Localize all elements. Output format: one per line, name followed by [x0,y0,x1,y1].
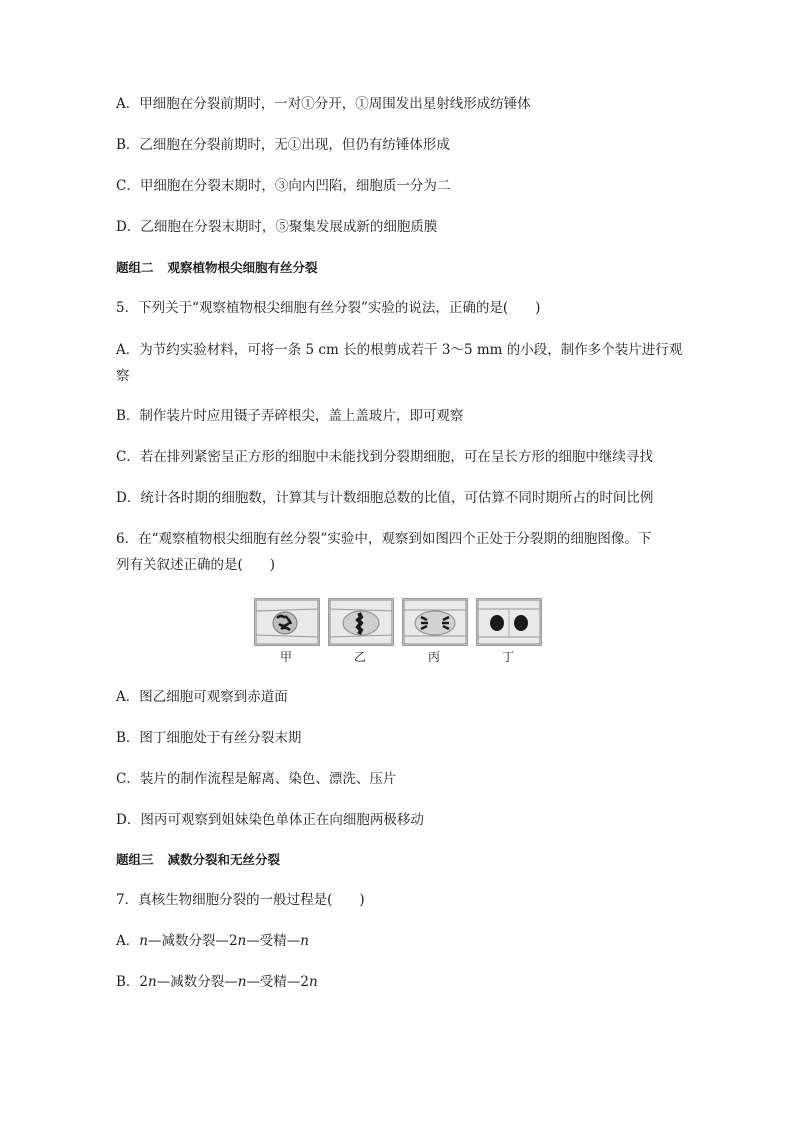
q7-option-b-prefix: B． [116,974,140,990]
q5-option-a: A．为节约实验材料，可将一条 5 cm 长的根剪成若干 3～5 mm 的小段，制作多个装片进行观 [116,342,683,358]
micrograph-jia [254,598,320,646]
group3-heading [116,850,280,870]
q7-option-b-text: —减数分裂— [156,974,238,990]
q4-option-b: B．乙细胞在分裂前期时，无①出现，但仍有纺锤体形成 [116,137,450,153]
group2-title: 观察植物根尖细胞有丝分裂 [167,260,318,275]
micrograph-bing [402,598,468,646]
var-n: n [139,933,148,949]
micrograph-yi [328,598,394,646]
q6-option-a: A．图乙细胞可观察到赤道面 [116,689,288,705]
group2-heading [116,258,318,278]
q7-option-b-text: 2 [139,974,149,990]
var-n: n [237,933,247,949]
micrograph-ding [476,598,542,646]
q7-option-a-prefix: A． [116,933,140,949]
figure-label-yi: 乙 [353,650,366,664]
group3-label: 题组三 [116,852,154,867]
q6-option-c: C．装片的制作流程是解离、染色、漂洗、压片 [116,771,397,787]
group3-title: 减数分裂和无丝分裂 [167,852,281,867]
var-n: n [148,974,157,990]
q7-stem: 7．真核生物细胞分裂的一般过程是( ) [116,892,365,908]
var-n: n [309,974,318,990]
q4-option-d: D．乙细胞在分裂末期时，⑤聚集发展成新的细胞质膜 [116,219,438,235]
q6-option-b: B．图丁细胞处于有丝分裂末期 [116,730,302,746]
q7-option-a [116,931,309,951]
cell-division-figure [254,598,538,670]
q5-option-a-cont: 察 [116,368,130,384]
q7-option-b-text: —受精—2 [246,974,310,990]
q5-option-b: B．制作装片时应用镊子弄碎根尖，盖上盖玻片，即可观察 [116,408,464,424]
q7-option-a-text: —受精— [246,933,301,949]
figure-label-jia: 甲 [279,650,292,664]
q5-option-d: D．统计各时期的细胞数，计算其与计数细胞总数的比值，可估算不同时期所占的时间比例 [116,490,654,506]
var-n: n [300,933,309,949]
q5-stem: 5．下列关于“观察植物根尖细胞有丝分裂”实验的说法，正确的是( ) [116,300,541,316]
q5-option-c: C．若在排列紧密呈正方形的细胞中未能找到分裂期细胞，可在呈长方形的细胞中继续寻找 [116,449,653,465]
q6-option-d: D．图丙可观察到姐妹染色单体正在向细胞两极移动 [116,812,424,828]
q7-option-b [116,972,318,992]
figure-label-bing: 丙 [427,650,440,664]
q6-stem-cont: 列有关叙述正确的是( ) [116,557,276,573]
group2-label: 题组二 [116,260,154,275]
q6-stem: 6．在“观察植物根尖细胞有丝分裂”实验中，观察到如图四个正处于分裂期的细胞图像。下 [116,531,652,547]
q4-option-a: A．甲细胞在分裂前期时，一对①分开，①周围发出星射线形成纺锤体 [116,96,531,112]
var-n: n [237,974,247,990]
q4-option-c: C．甲细胞在分裂末期时，③向内凹陷，细胞质一分为二 [116,178,451,194]
figure-label-ding: 丁 [501,650,514,664]
q7-option-a-text: —减数分裂—2 [147,933,238,949]
